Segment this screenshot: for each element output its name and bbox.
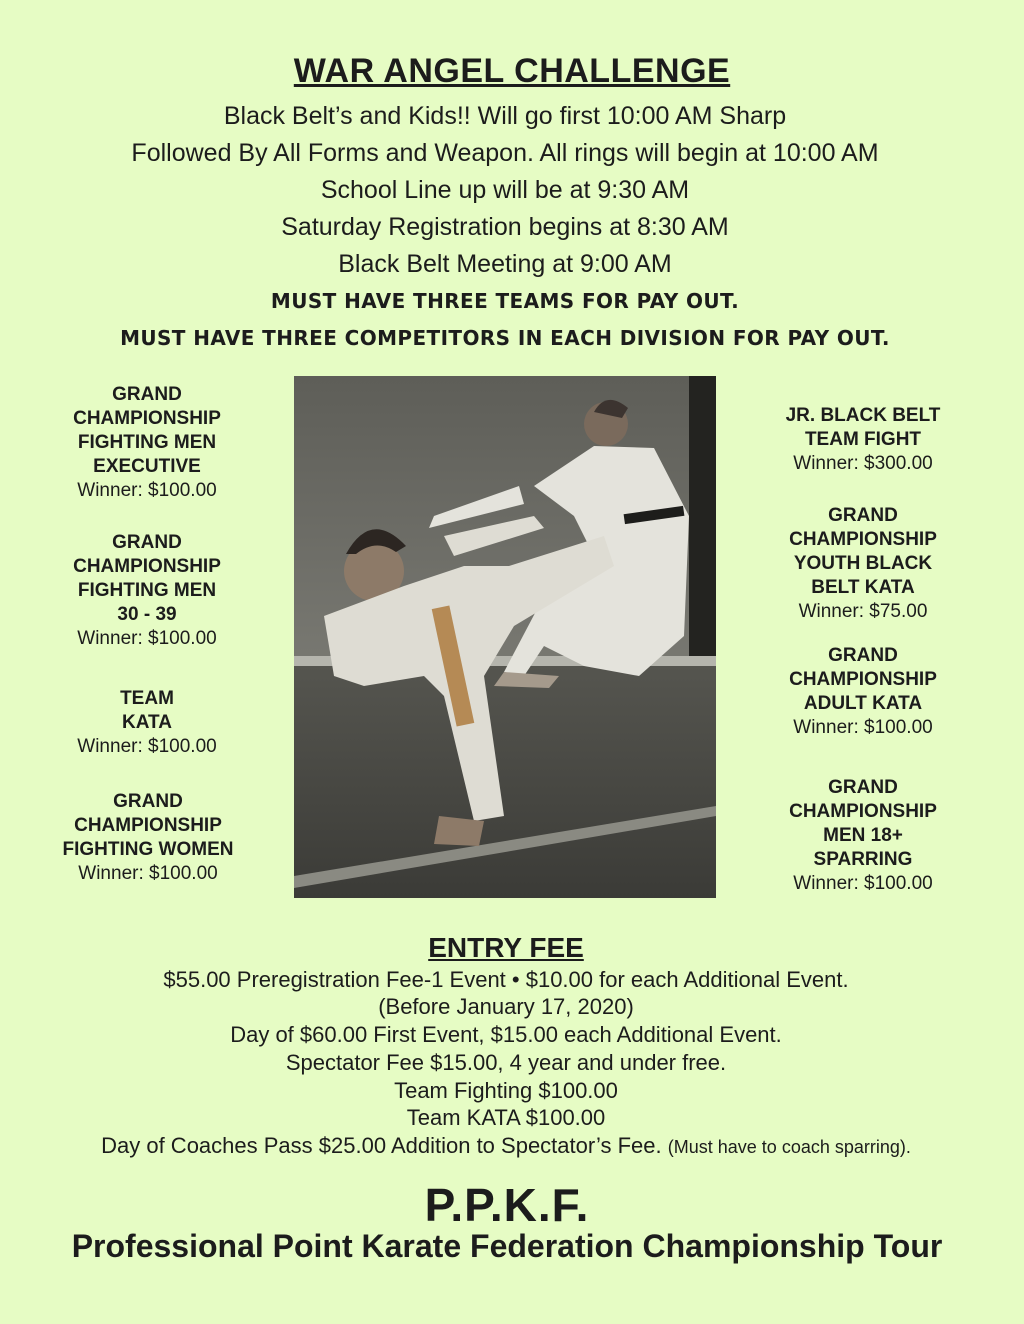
fee-line-team-kata: Team KATA $100.00 [406, 1105, 606, 1130]
intro-line-black-belt-meeting: Black Belt Meeting at 9:00 AM [338, 250, 672, 278]
award-name-line: JR. BLACK BELT [785, 405, 941, 426]
award-name-line: BELT KATA [811, 577, 915, 598]
award-name-line: SPARRING [813, 849, 913, 870]
award-adult-kata [756, 644, 970, 740]
award-name-line: KATA [122, 712, 172, 733]
award-name-line: GRAND [828, 645, 898, 666]
award-prize: Winner: $300.00 [793, 453, 933, 474]
fee-line-preregistration: $55.00 Preregistration Fee-1 Event • $10.00 for each Additional Event. [163, 967, 849, 992]
fee-line-day-of: Day of $60.00 First Event, $15.00 each Additional Event. [230, 1022, 782, 1047]
award-name-line: GRAND [828, 505, 898, 526]
award-name-line: FIGHTING WOMEN [62, 839, 234, 860]
award-name-line: CHAMPIONSHIP [73, 556, 221, 577]
page-title: WAR ANGEL CHALLENGE [293, 52, 731, 90]
karate-kick-photo [294, 376, 716, 898]
award-name-line: TEAM [120, 688, 174, 709]
award-prize: Winner: $100.00 [77, 628, 217, 649]
fee-line-team-fighting: Team Fighting $100.00 [394, 1078, 618, 1103]
coaches-pass-note: (Must have to coach sparring). [667, 1137, 911, 1157]
intro-line-forms-weapon: Followed By All Forms and Weapon. All rings will begin at 10:00 AM [131, 139, 879, 167]
org-abbreviation: P.P.K.F. [424, 1179, 590, 1231]
org-full-name: Professional Point Karate Federation Championship Tour [71, 1228, 943, 1264]
award-name-line: EXECUTIVE [93, 456, 201, 477]
fee-line-coaches-pass [0, 1132, 1012, 1161]
award-prize: Winner: $75.00 [798, 601, 928, 622]
rule-three-competitors: MUST HAVE THREE COMPETITORS IN EACH DIVISION FOR PAY OUT. [120, 326, 890, 350]
award-name-line: GRAND [112, 532, 182, 553]
award-youth-black-belt-kata [756, 504, 970, 624]
award-name-line: GRAND [828, 777, 898, 798]
award-name-line: 30 - 39 [117, 604, 177, 625]
award-fighting-men-30-39 [44, 531, 250, 651]
award-prize: Winner: $100.00 [78, 863, 218, 884]
award-prize: Winner: $100.00 [793, 873, 933, 894]
award-name-line: FIGHTING MEN [77, 580, 217, 601]
intro-line-school-lineup: School Line up will be at 9:30 AM [320, 176, 690, 204]
award-name-line: CHAMPIONSHIP [789, 529, 937, 550]
award-name-line: CHAMPIONSHIP [789, 669, 937, 690]
award-name-line: FIGHTING MEN [77, 432, 217, 453]
award-name-line: GRAND [112, 384, 182, 405]
fee-line-deadline: (Before January 17, 2020) [378, 994, 634, 1019]
rule-three-teams: MUST HAVE THREE TEAMS FOR PAY OUT. [270, 289, 740, 313]
fee-line-spectator: Spectator Fee $15.00, 4 year and under free. [285, 1050, 727, 1075]
award-name-line: CHAMPIONSHIP [74, 815, 222, 836]
award-prize: Winner: $100.00 [793, 717, 933, 738]
intro-line-registration: Saturday Registration begins at 8:30 AM [281, 213, 729, 241]
award-prize: Winner: $100.00 [77, 480, 217, 501]
award-fighting-women [40, 790, 256, 886]
award-name-line: YOUTH BLACK [793, 553, 933, 574]
award-name-line: CHAMPIONSHIP [789, 801, 937, 822]
award-fighting-men-executive [44, 383, 250, 503]
coaches-pass-text: Day of Coaches Pass $25.00 Addition to Spectator’s Fee. [101, 1133, 662, 1158]
entry-fee-title: ENTRY FEE [428, 932, 584, 963]
award-men-18-sparring [756, 776, 970, 896]
award-jr-black-belt-team-fight [756, 404, 970, 476]
award-name-line: CHAMPIONSHIP [73, 408, 221, 429]
award-name-line: ADULT KATA [803, 693, 923, 714]
award-name-line: MEN 18+ [823, 825, 903, 846]
award-team-kata [44, 687, 250, 759]
award-prize: Winner: $100.00 [77, 736, 217, 757]
intro-line-start-time: Black Belt’s and Kids!! Will go first 10:00 AM Sharp [223, 102, 787, 130]
award-name-line: GRAND [113, 791, 183, 812]
award-name-line: TEAM FIGHT [804, 429, 922, 450]
